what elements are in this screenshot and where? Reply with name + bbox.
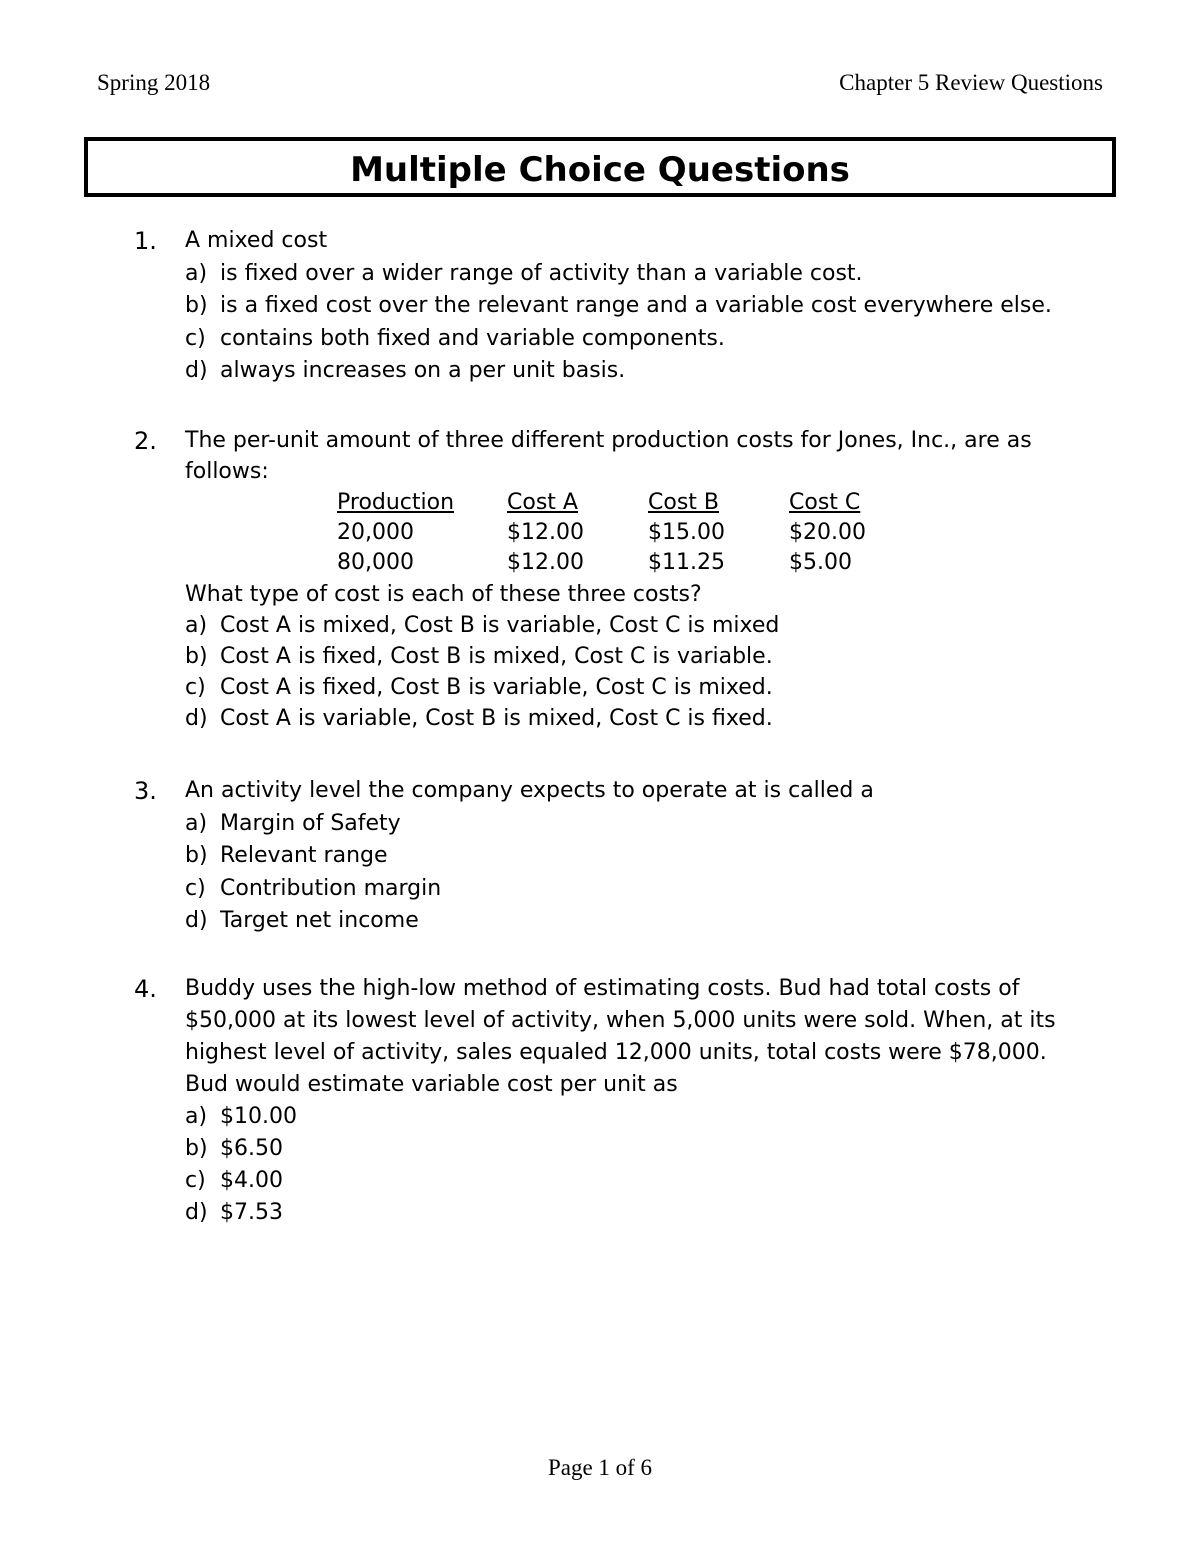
option-text: Cost A is fixed, Cost B is mixed, Cost C is variable.	[220, 644, 773, 669]
option-letter: c)	[185, 325, 206, 351]
option-letter: d)	[185, 358, 208, 383]
option-text: $7.53	[220, 1200, 283, 1225]
question-stem: An activity level the company expects to operate at is called a	[185, 778, 874, 803]
header-right: Chapter 5 Review Questions	[839, 70, 1103, 95]
option-text: $6.50	[220, 1136, 283, 1161]
option-text: Cost A is variable, Cost B is mixed, Cost C is fixed.	[220, 706, 773, 731]
option-a	[185, 610, 1085, 641]
option-c	[185, 672, 1085, 703]
option-b	[185, 1133, 1085, 1165]
option-letter: d)	[185, 1200, 208, 1225]
question-number: 1.	[134, 227, 157, 255]
option-letter: d)	[185, 908, 208, 933]
option-text: Relevant range	[220, 843, 388, 868]
table-cell: 80,000	[337, 550, 414, 575]
question-stem: A mixed cost	[185, 228, 328, 253]
table-header-cost-b: Cost B	[648, 490, 719, 515]
option-a	[185, 258, 1085, 291]
question-number: 4.	[134, 975, 157, 1003]
option-text: Contribution margin	[220, 875, 442, 901]
question-body	[185, 973, 1085, 1229]
option-d	[185, 703, 1085, 734]
option-text: Cost A is mixed, Cost B is variable, Cost C is mixed	[220, 613, 780, 638]
option-letter: b)	[185, 644, 208, 669]
option-letter: b)	[185, 1136, 208, 1161]
header-left: Spring 2018	[97, 70, 211, 95]
option-d	[185, 1197, 1085, 1229]
option-a	[185, 1101, 1085, 1133]
table-cell: $5.00	[789, 550, 852, 575]
option-text: is a fixed cost over the relevant range and a variable cost everywhere else.	[220, 293, 1052, 318]
option-text: is fixed over a wider range of activity than a variable cost.	[220, 260, 863, 286]
option-letter: a)	[185, 1104, 208, 1129]
option-text: contains both fixed and variable components.	[220, 325, 725, 351]
option-b	[185, 290, 1085, 323]
question-stem: Buddy uses the high-low method of estimating costs. Bud had total costs of $50,000 at its lowest level of activity, when 5,000 units were sold. When, at its highest level of activity, sales equaled 12,000 units, total costs were $78,000. Bud would estimate variable cost per unit as	[185, 976, 1056, 1097]
option-letter: c)	[185, 1168, 206, 1193]
option-letter: a)	[185, 810, 208, 836]
option-letter: b)	[185, 293, 208, 318]
page-footer: Page 1 of 6	[547, 1455, 653, 1480]
option-text: Cost A is fixed, Cost B is variable, Cost C is mixed.	[220, 675, 773, 700]
option-letter: c)	[185, 675, 206, 700]
question-body	[185, 775, 1085, 938]
table-cell: $12.00	[507, 550, 584, 575]
option-c	[185, 873, 1085, 906]
table-header-production: Production	[337, 490, 455, 515]
question-number: 2.	[134, 427, 157, 455]
option-d	[185, 355, 1085, 388]
table-cell: $20.00	[789, 520, 866, 545]
table-cell: $11.25	[648, 550, 725, 575]
question-body	[185, 425, 1085, 734]
page-title: Multiple Choice Questions	[84, 137, 1116, 197]
table-header-cost-a: Cost A	[507, 490, 578, 515]
option-b	[185, 840, 1085, 873]
option-text: always increases on a per unit basis.	[220, 358, 626, 383]
option-text: Target net income	[220, 908, 419, 933]
option-letter: a)	[185, 260, 208, 286]
option-d	[185, 905, 1085, 938]
question-number: 3.	[134, 777, 157, 805]
question-stem: The per-unit amount of three different production costs for Jones, Inc., are as follows:	[185, 428, 1032, 484]
cost-table	[185, 487, 1085, 579]
table-header-cost-c: Cost C	[789, 490, 861, 515]
option-c	[185, 323, 1085, 356]
table-cell: $12.00	[507, 520, 584, 545]
option-letter: c)	[185, 875, 206, 901]
option-letter: a)	[185, 613, 208, 638]
option-a	[185, 808, 1085, 841]
option-text: $10.00	[220, 1104, 297, 1129]
table-cell: $15.00	[648, 520, 725, 545]
question-stem-2: What type of cost is each of these three costs?	[185, 582, 702, 607]
option-text: Margin of Safety	[220, 810, 401, 836]
option-b	[185, 641, 1085, 672]
option-letter: d)	[185, 706, 208, 731]
option-c	[185, 1165, 1085, 1197]
table-cell: 20,000	[337, 520, 414, 545]
question-body	[185, 225, 1085, 388]
option-text: $4.00	[220, 1168, 283, 1193]
option-letter: b)	[185, 843, 208, 868]
